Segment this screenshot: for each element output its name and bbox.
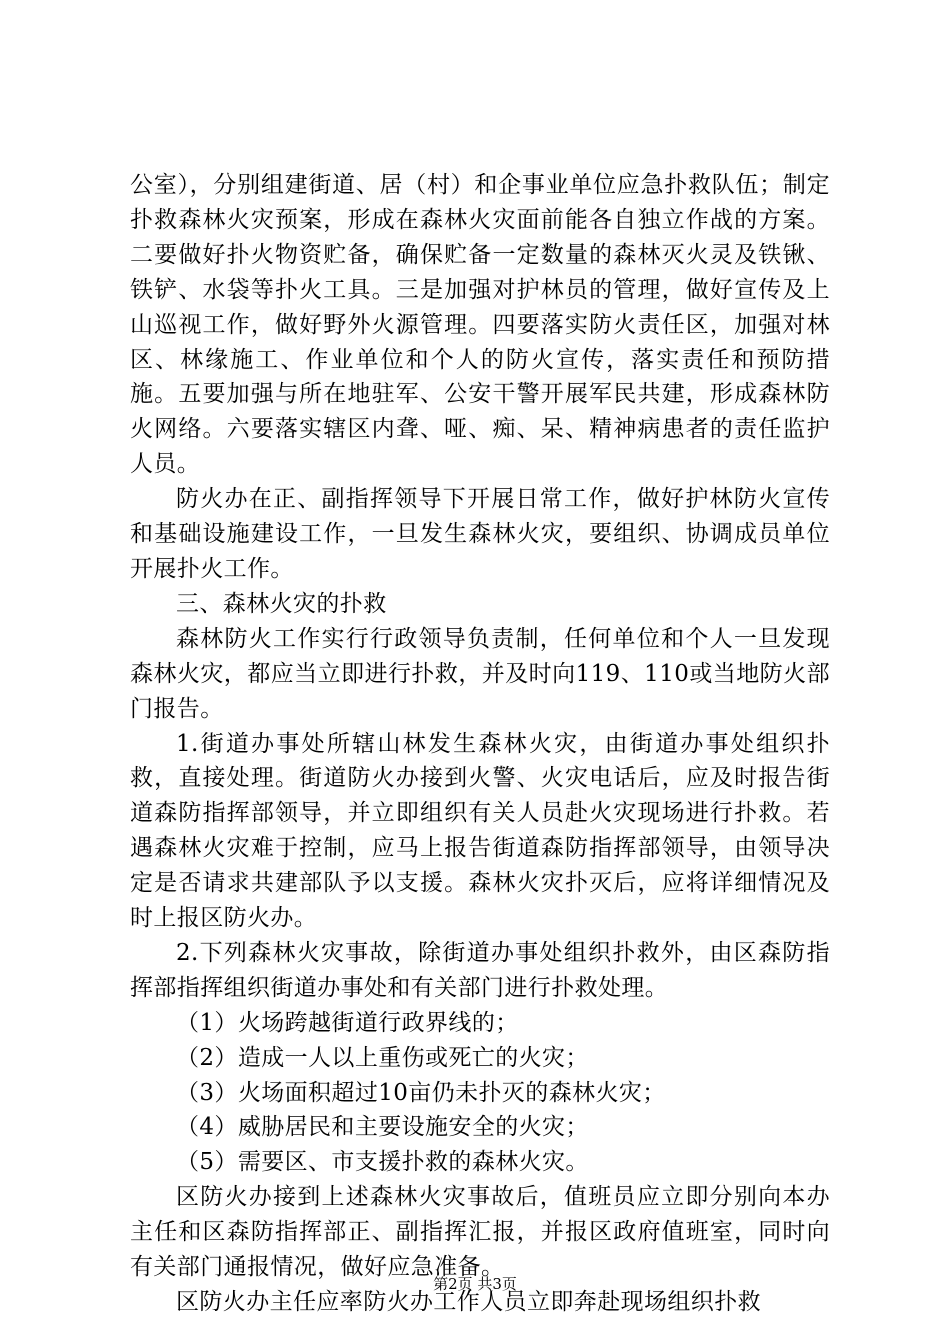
closing-paragraph-2: 区防火办主任应率防火办工作人员立即奔赴现场组织扑救: [176, 1289, 761, 1315]
body-paragraph-2: 防火办在正、副指挥领导下开展日常工作，做好护林防火宣传和基础设施建设工作，一旦发生森林火灾，要组织、协调成员单位开展扑火工作。: [130, 486, 830, 582]
list-item: （2）造成一人以上重伤或死亡的火灾；: [176, 1044, 589, 1071]
numbered-paragraph-2: 2.下列森林火灾事故，除街道办事处组织扑救外，由区森防指挥部指挥组织街道办事处和有关部门进行扑救处理。: [130, 939, 830, 1001]
list-item: （1）火场跨越街道行政界线的；: [176, 1009, 519, 1036]
page-number: 第2页 共3页: [433, 1275, 517, 1293]
numbered-paragraph-1: 1.街道办事处所辖山林发生森林火灾，由街道办事处组织扑救，直接处理。街道防火办接到火警、火灾电话后，应及时报告街道森防指挥部领导，并立即组织有关人员赴火灾现场进行扑救。若遇森林火灾难于控制，应马上报告街道森防指挥部领导，由领导决定是否请求共建部队予以支援。森林火灾扑灭后，应将详细情况及时上报区防火办。: [130, 730, 830, 932]
body-paragraph-3: 森林防火工作实行行政领导负责制，任何单位和个人一旦发现森林火灾，都应当立即进行扑救，并及时向119、110或当地防火部门报告。: [130, 625, 830, 722]
document-body: [130, 168, 830, 1320]
section-heading: 三、森林火灾的扑救: [176, 590, 387, 617]
list-item: （4）威胁居民和主要设施安全的火灾；: [176, 1114, 589, 1141]
body-paragraph-1: 公室），分别组建街道、居（村）和企事业单位应急扑救队伍；制定扑救森林火灾预案，形成在森林火灾面前能各自独立作战的方案。二要做好扑火物资贮备，确保贮备一定数量的森林灭火灵及铁锹、铁铲、水袋等扑火工具。三是加强对护林员的管理，做好宣传及上山巡视工作，做好野外火源管理。四要落实防火责任区，加强对林区、林缘施工、作业单位和个人的防火宣传，落实责任和预防措施。五要加强与所在地驻军、公安干警开展军民共建，形成森林防火网络。六要落实辖区内聋、哑、痴、呆、精神病患者的责任监护人员。: [130, 172, 830, 478]
list-item: （5）需要区、市支援扑救的森林火灾。: [176, 1149, 589, 1176]
list-item: （3）火场面积超过10亩仍未扑灭的森林火灾；: [176, 1079, 666, 1106]
closing-paragraph-1: 区防火办接到上述森林火灾事故后，值班员应立即分别向本办主任和区森防指挥部正、副指挥汇报，并报区政府值班室，同时向有关部门通报情况，做好应急准备。: [130, 1184, 830, 1281]
